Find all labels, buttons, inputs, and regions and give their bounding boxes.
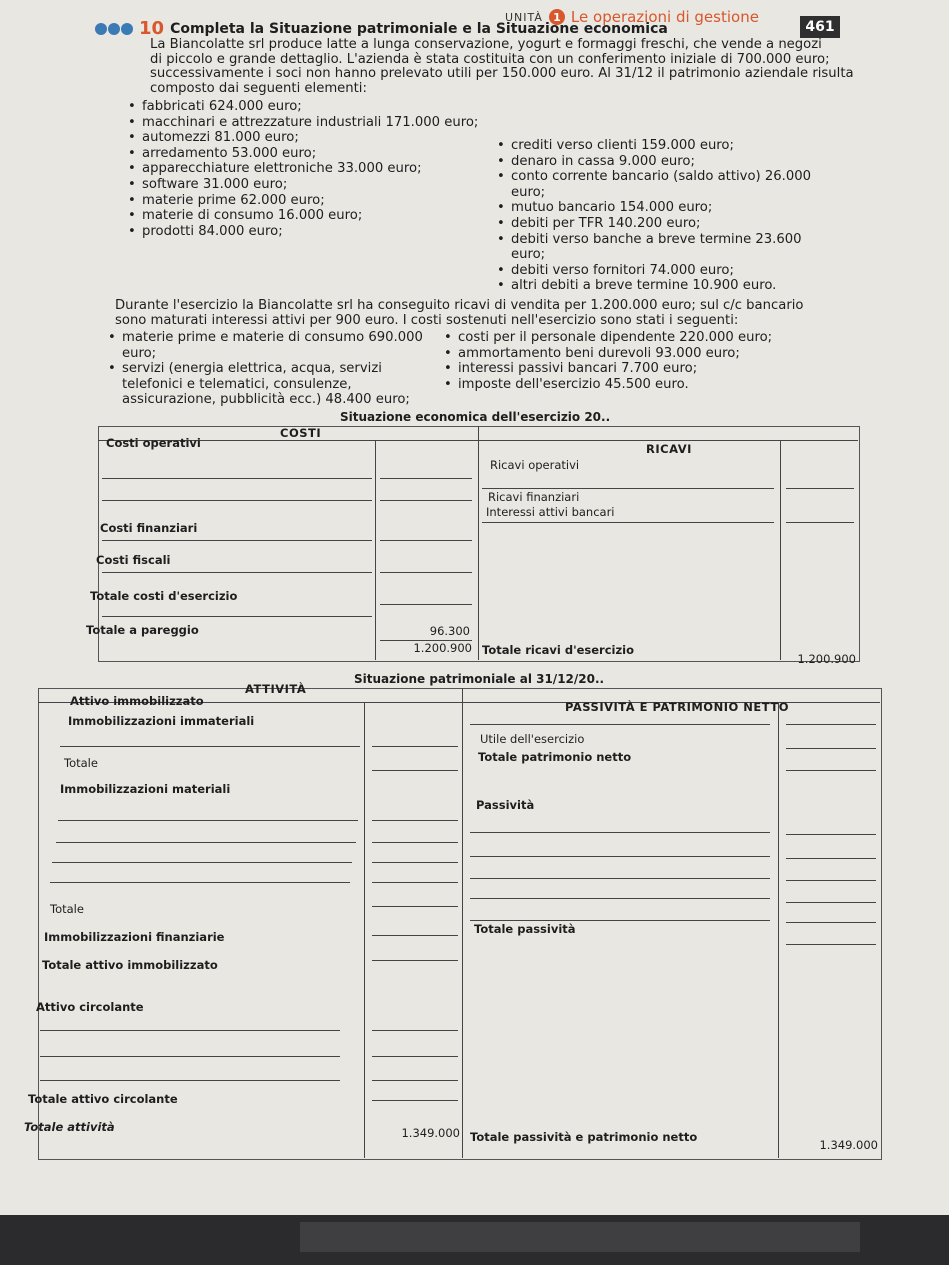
totale-passivita-pn-value: 1.349.000 [819,1138,878,1152]
exercise-heading [95,18,668,39]
list-item: • arredamento 53.000 euro; [128,146,498,162]
intro-line: composto dai seguenti elementi: [150,80,367,96]
immobilizzazioni-immateriali-label: Immobilizzazioni immateriali [68,714,255,728]
exercise-number: 10 [139,18,165,39]
list-item: • denaro in cassa 9.000 euro; [497,154,832,170]
list-item: • debiti per TFR 140.200 euro; [497,216,832,232]
totale-attivo-immobilizzato-label: Totale attivo immobilizzato [42,958,218,972]
exercise-title: Completa la Situazione patrimoniale e la Situazione economica [170,20,668,37]
list-item: • apparecchiature elettroniche 33.000 euro; [128,161,498,177]
totale-attivita-label: Totale attività [24,1120,115,1134]
costi-operativi-label: Costi operativi [106,436,201,450]
totale-passivita-label: Totale passività [474,922,576,936]
exercise-intro [150,38,890,96]
list-item: • materie prime 62.000 euro; [128,193,498,209]
intro-line: successivamente i soci non hanno prelevato utili per 150.000 euro. Al 31/12 il patrimonio aziendale risulta [150,66,854,81]
utile-esercizio-label: Utile dell'esercizio [480,732,585,746]
pareggio-value-upper: 96.300 [429,624,470,638]
totale-immateriali-label: Totale [64,756,98,770]
list-item: • materie prime e materie di consumo 690.000 euro; [108,330,438,361]
list-item: • interessi passivi bancari 7.700 euro; [444,361,864,377]
passivita-label: Passività [476,798,535,812]
page-number: 461 [800,16,840,38]
pareggio-value-lower: 1.200.900 [413,641,472,655]
intro-line: di piccolo e grande dettaglio. L'azienda è stata costituita con un conferimento iniziale di 700.000 euro; [150,51,830,67]
para-line: Durante l'esercizio la Biancolatte srl ha conseguito ricavi di vendita per 1.200.000 euro; sul c/c bancario [115,298,804,313]
list-item: • imposte dell'esercizio 45.500 euro. [444,377,864,393]
interessi-attivi-label: Interessi attivi bancari [486,505,615,519]
list-item: • materie di consumo 16.000 euro; [128,208,498,224]
background-shadow [300,1222,860,1252]
totale-passivita-pn-label: Totale passività e patrimonio netto [470,1130,698,1144]
list-item: • fabbricati 624.000 euro; [128,99,498,115]
assets-header: ATTIVITÀ [245,682,307,696]
totale-costi-label: Totale costi d'esercizio [90,589,238,603]
revenues-header: RICAVI [646,442,692,456]
assets-list-right [497,138,832,294]
liabilities-header: PASSIVITÀ E PATRIMONIO NETTO [565,700,789,714]
costi-fiscali-label: Costi fiscali [96,553,171,567]
attivo-circolante-label: Attivo circolante [36,1000,144,1014]
assets-list-left [128,99,498,239]
list-item: • conto corrente bancario (saldo attivo) 26.000 euro; [497,169,832,200]
list-item: • altri debiti a breve termine 10.900 euro. [497,278,832,294]
unit-number-badge: 1 [549,9,565,25]
difficulty-dots-icon [95,23,133,35]
list-item: • mutuo bancario 154.000 euro; [497,200,832,216]
totale-attivo-circolante-label: Totale attivo circolante [28,1092,178,1106]
costi-finanziari-label: Costi finanziari [100,521,198,535]
list-item: • debiti verso fornitori 74.000 euro; [497,263,832,279]
totale-patrimonio-netto-label: Totale patrimonio netto [478,750,632,764]
ricavi-operativi-label: Ricavi operativi [490,458,580,472]
immobilizzazioni-materiali-label: Immobilizzazioni materiali [60,782,231,796]
unit-title: Le operazioni di gestione [570,8,759,26]
totale-ricavi-label: Totale ricavi d'esercizio [482,643,635,657]
costs-list-right [444,330,864,392]
intro-line: La Biancolatte srl produce latte a lunga conservazione, yogurt e formaggi freschi, che vende a negozi [150,37,822,52]
para-line: sono maturati interessi attivi per 900 euro. I costi sostenuti nell'esercizio sono stati i seguenti: [115,313,739,328]
list-item: • macchinari e attrezzature industriali 171.000 euro; [128,115,498,131]
totale-ricavi-value: 1.200.900 [797,652,856,666]
exercise-paragraph-2 [115,298,860,328]
totale-pareggio-label: Totale a pareggio [86,623,199,637]
totale-materiali-label: Totale [50,902,84,916]
balance-sheet-title: Situazione patrimoniale al 31/12/20.. [354,672,605,686]
costs-list-left [108,330,438,408]
list-item: • prodotti 84.000 euro; [128,224,498,240]
list-item: • software 31.000 euro; [128,177,498,193]
list-item: • crediti verso clienti 159.000 euro; [497,138,832,154]
list-item: • servizi (energia elettrica, acqua, servizi telefonici e telematici, consulenze, assicurazione, pubblicità ecc.) 48.400 euro; [108,361,438,408]
list-item: • costi per il personale dipendente 220.000 euro; [444,330,864,346]
totale-attivita-value: 1.349.000 [401,1126,460,1140]
list-item: • debiti verso banche a breve termine 23.600 euro; [497,232,832,263]
list-item: • ammortamento beni durevoli 93.000 euro; [444,346,864,362]
attivo-immobilizzato-label: Attivo immobilizzato [70,694,204,708]
list-item: • automezzi 81.000 euro; [128,130,498,146]
immobilizzazioni-finanziarie-label: Immobilizzazioni finanziarie [44,930,225,944]
economic-statement-title: Situazione economica dell'esercizio 20.. [340,410,611,424]
ricavi-finanziari-label: Ricavi finanziari [488,490,580,504]
costs-header: COSTI [280,426,322,440]
unit-label: UNITÀ [505,10,543,24]
